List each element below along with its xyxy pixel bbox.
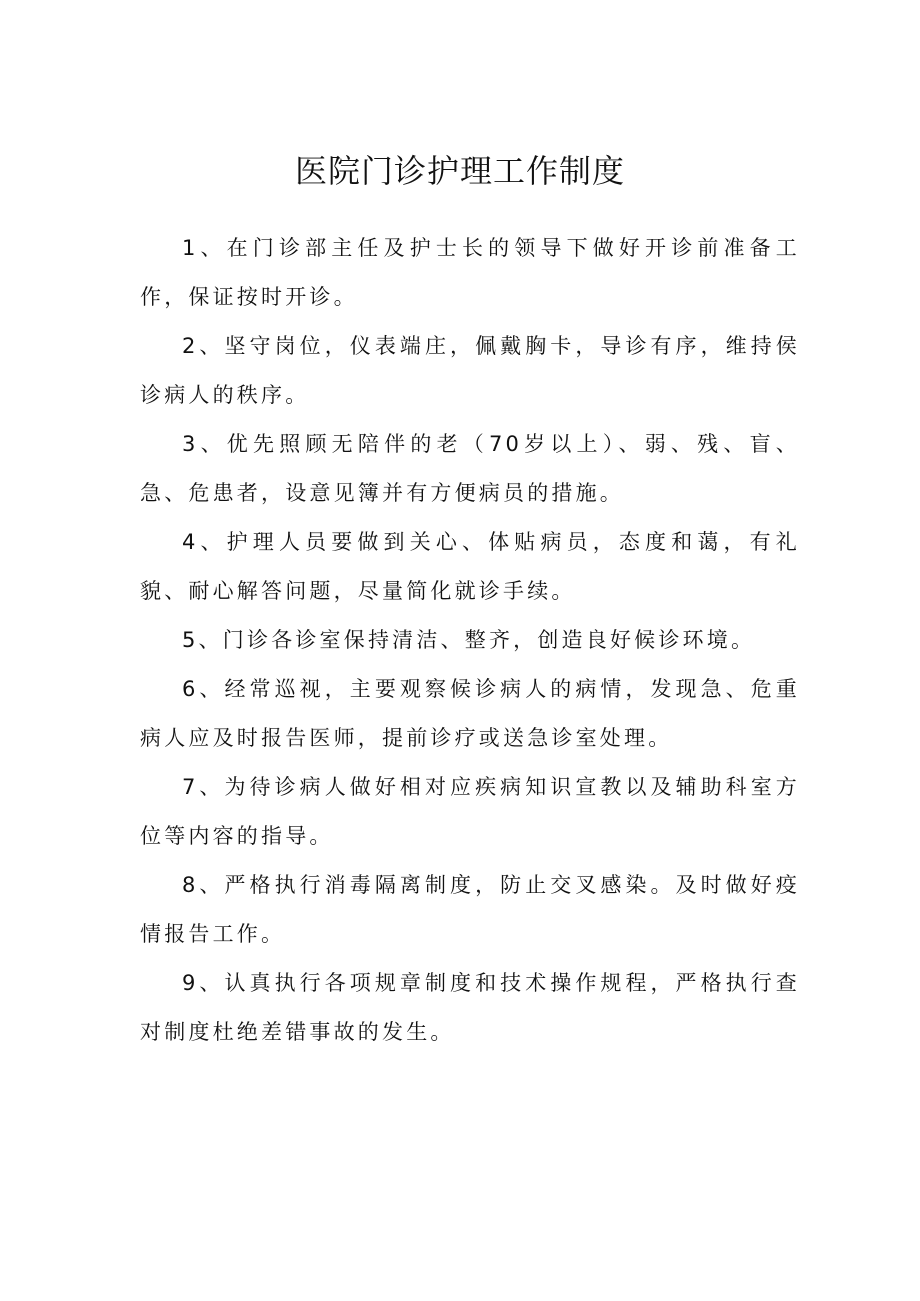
rule-paragraph-9: 9、认真执行各项规章制度和技术操作规程，严格执行查对制度杜绝差错事故的发生。: [140, 971, 800, 1044]
rule-paragraph-4: 4、护理人员要做到关心、体贴病员，态度和蔼，有礼貌、耐心解答问题，尽量简化就诊手续。: [140, 530, 800, 603]
rule-paragraph-6: 6、经常巡视，主要观察候诊病人的病情，发现急、危重病人应及时报告医师，提前诊疗或送急诊室处理。: [140, 677, 800, 750]
rule-paragraph-3: 3、优先照顾无陪伴的老（70岁以上）、弱、残、盲、急、危患者，设意见簿并有方便病员的措施。: [140, 432, 800, 505]
rule-paragraph-5: 5、门诊各诊室保持清洁、整齐，创造良好候诊环境。: [182, 628, 756, 652]
rule-paragraph-8: 8、严格执行消毒隔离制度，防止交叉感染。及时做好疫情报告工作。: [140, 873, 800, 946]
rule-paragraph-1: 1、在门诊部主任及护士长的领导下做好开诊前准备工作，保证按时开诊。: [140, 236, 800, 309]
rule-paragraph-7: 7、为待诊病人做好相对应疾病知识宣教以及辅助科室方位等内容的指导。: [140, 775, 800, 848]
rule-paragraph-2: 2、坚守岗位，仪表端庄，佩戴胸卡，导诊有序，维持侯诊病人的秩序。: [140, 334, 800, 407]
document-body: [140, 224, 800, 1057]
document-title: 医院门诊护理工作制度: [294, 152, 625, 190]
